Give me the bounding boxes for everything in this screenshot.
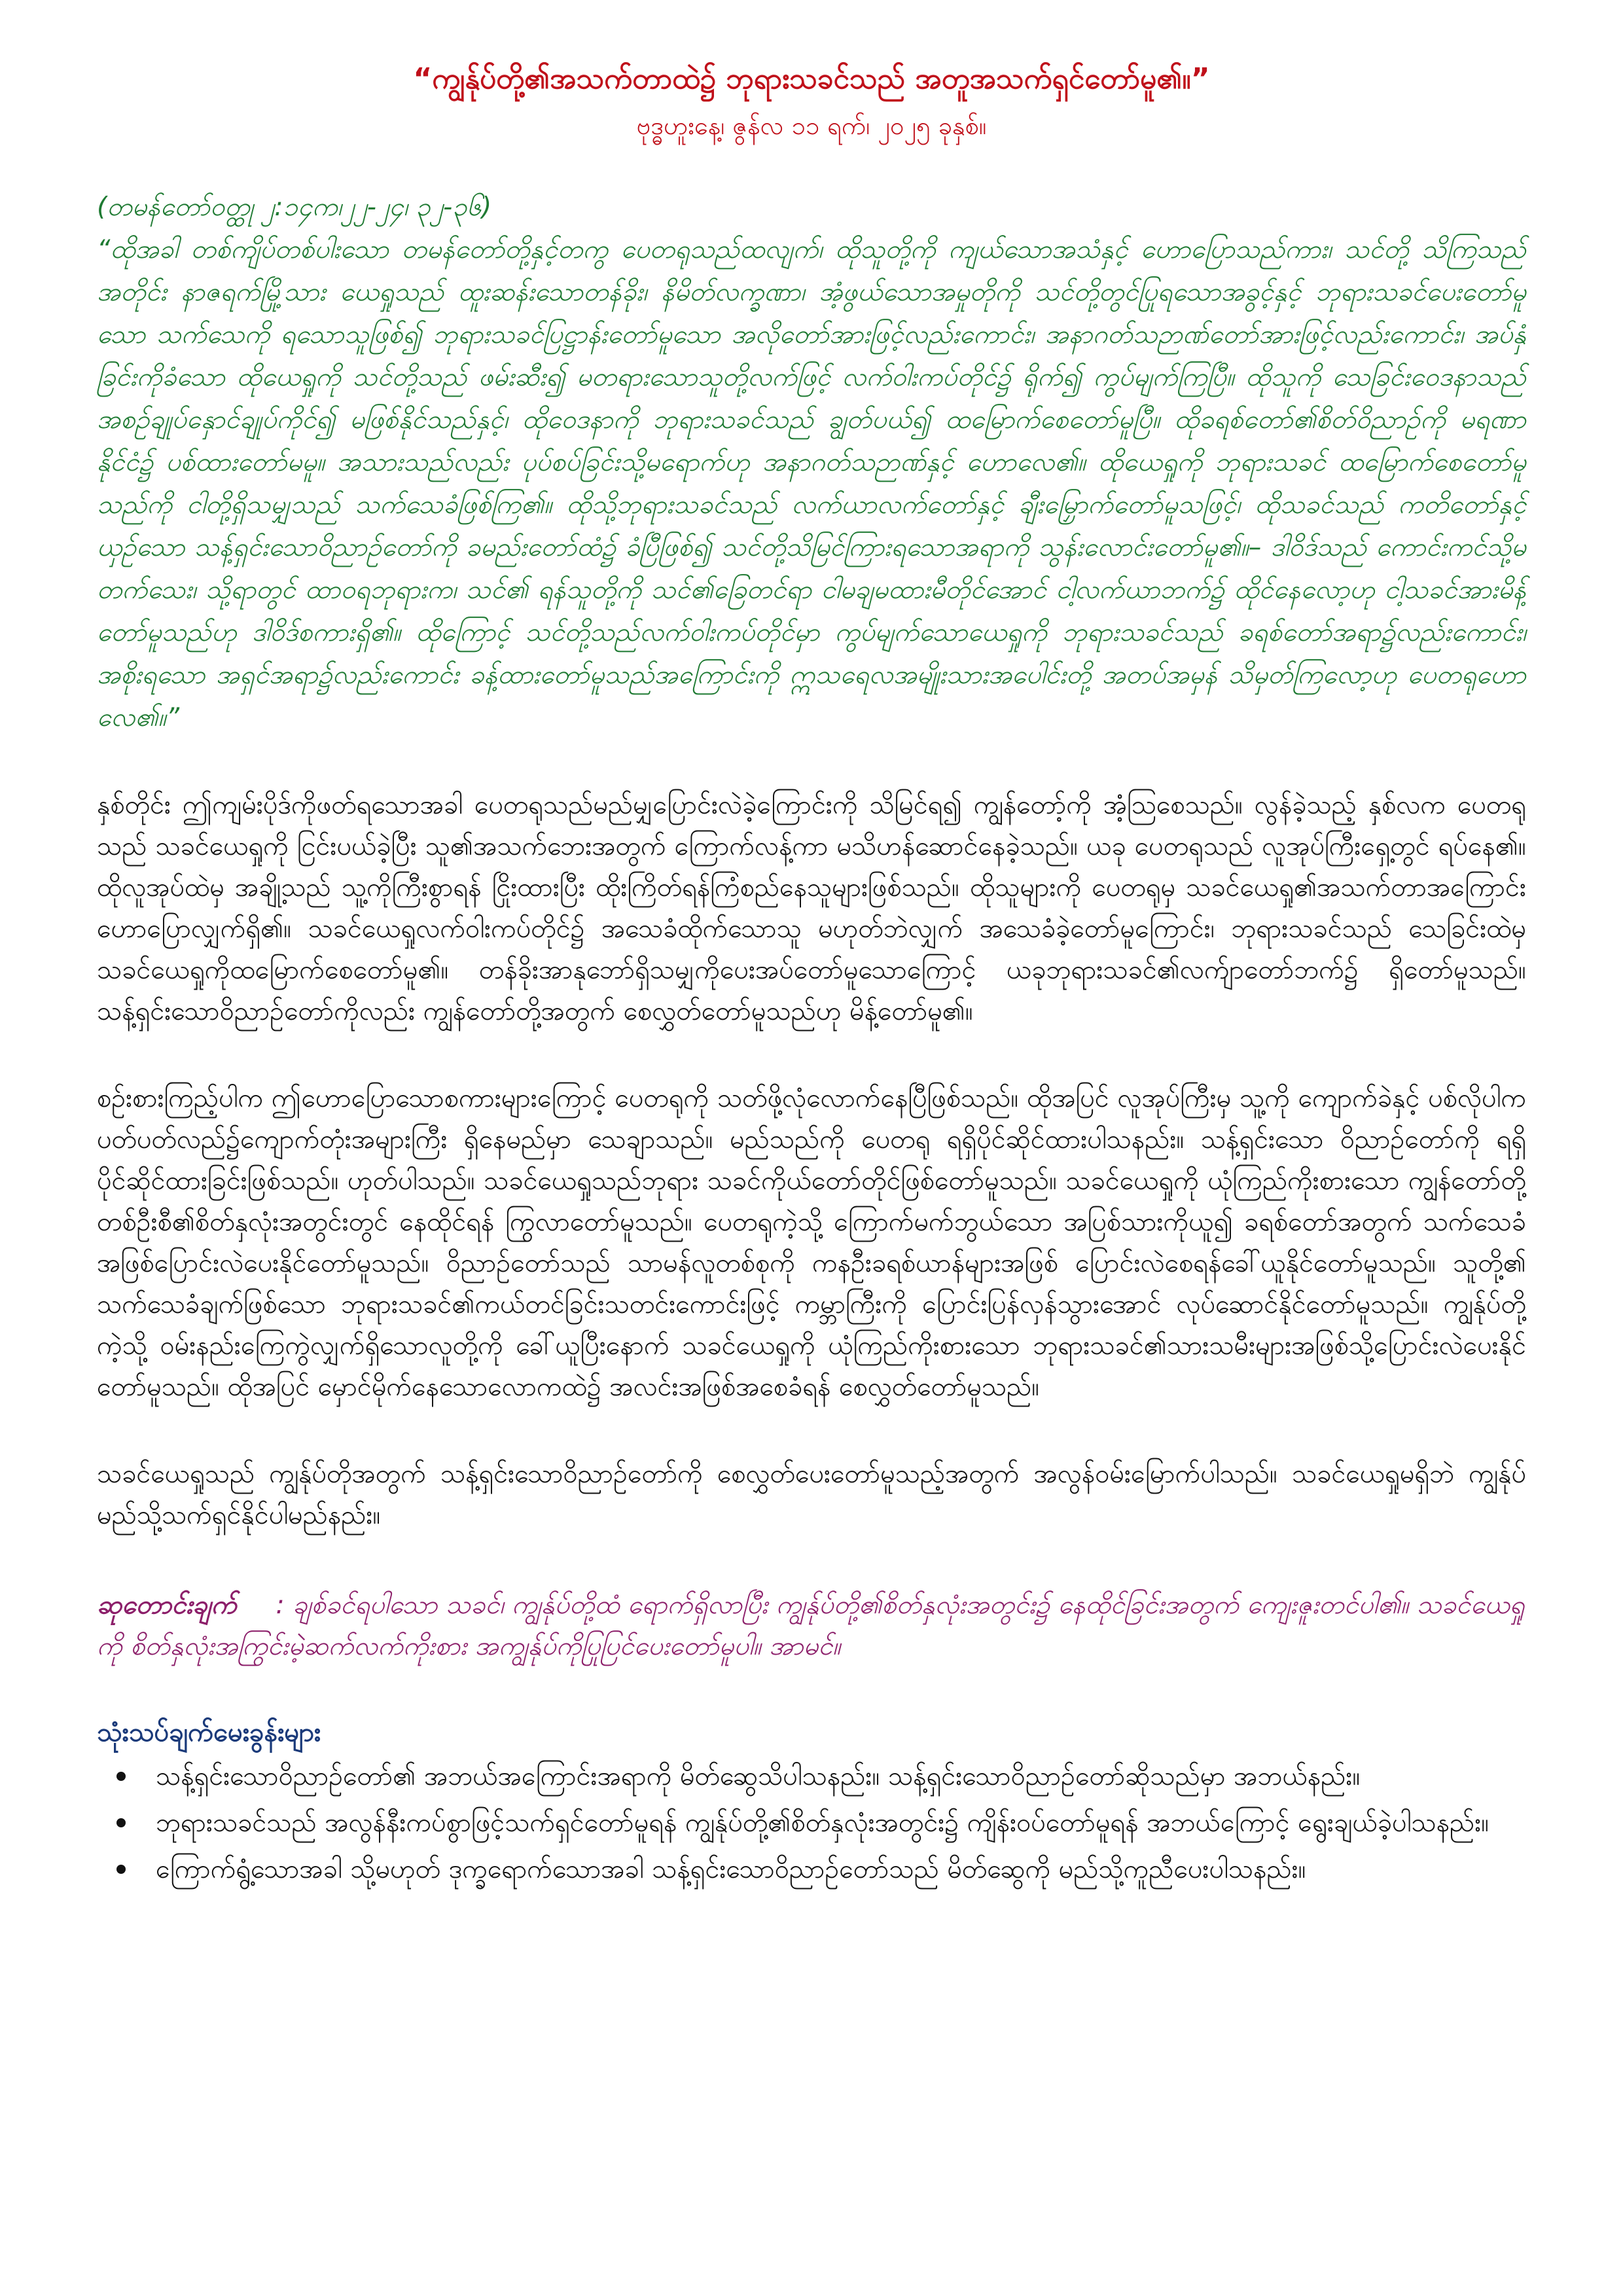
question-text: သန့်ရှင်းသောဝိညာဉ်တော်၏ အဘယ်အကြောင်းအရာကို မိတ်ဆွေသိပါသနည်း။ သန့်ရှင်းသောဝိညာဉ်တော်ဆိုသည်မှာ အဘယ်နည်း။	[156, 1761, 1361, 1791]
scripture-block	[97, 186, 1526, 739]
page-title: “ကျွန်ုပ်တို့၏အသက်တာထဲ၌ ဘုရားသခင်သည် အတူအသက်ရှင်တော်မူ၏။”	[413, 62, 1210, 96]
prayer-text: : ချစ်ခင်ရပါသော သခင်၊ ကျွန်ုပ်တို့ထံ ရောက်ရှိလာပြီး ကျွန်ုပ်တို့၏စိတ်နှလုံးအတွင်း၌ နေထိုင်ခြင်းအတွက် ကျေးဇူးတင်ပါ၏။ သခင်ယေရှုကို စိတ်နှလုံးအကြွင်းမဲ့ဆက်လက်ကိုးစား အကျွန်ုပ်ကိုပြုပြင်ပေးတော်မူပါ။ အာမင်။	[97, 1590, 1525, 1661]
bullet-icon	[116, 1818, 126, 1827]
reflection-paragraph-3: သခင်ယေရှုသည် ကျွန်ုပ်တိုအတွက် သန့်ရှင်းသောဝိညာဉ်တော်ကို စေလွှတ်ပေးတော်မူသည့်အတွက် အလွန်ဝမ်းမြောက်ပါသည်။ သခင်ယေရှုမရှိဘဲ ကျွန်ုပ်မည်သို့သက်ရှင်နိုင်ပါမည်နည်း။	[97, 1459, 1526, 1530]
reflection-paragraph-2: စဉ်းစားကြည့်ပါက ဤဟောပြောသောစကားများကြောင့် ပေတရုကို သတ်ဖို့လုံလောက်နေပြီဖြစ်သည်။ ထိုအပြင် လူအုပ်ကြီးမှ သူ့ကို ကျောက်ခဲနှင့် ပစ်လိုပါက ပတ်ပတ်လည်၌ကျောက်တုံးအများကြီး ရှိနေမည်မှာ သေချာသည်။ မည်သည်ကို ပေတရု ရရှိပိုင်ဆိုင်ထားပါသနည်း။ သန့်ရှင်းသော ဝိညာဉ်တော်ကို ရရှိပိုင်ဆိုင်ထားခြင်းဖြစ်သည်။ ဟုတ်ပါသည်။ သခင်ယေရှုသည်ဘုရား သခင်ကိုယ်တော်တိုင်ဖြစ်တော်မူသည်။ သခင်ယေရှုကို ယုံကြည်ကိုးစားသော ကျွန်တော်တို့တစ်ဦးစီ၏စိတ်နှလုံးအတွင်းတွင် နေထိုင်ရန် ကြွလာတော်မူသည်။ ပေတရုကဲ့သို့ ကြောက်မက်ဘွယ်သော အပြစ်သားကိုယူ၍ ခရစ်တော်အတွက် သက်သေခံအဖြစ်ပြောင်းလဲပေးနိုင်တော်မူသည်။ ဝိညာဉ်တော်သည် သာမန်လူတစ်စုကို ကနဦးခရစ်ယာန်များအဖြစ် ပြောင်းလဲစေရန်ခေါ်ယူနိုင်တော်မူသည်။ သူတို့၏ သက်သေခံချက်ဖြစ်သော ဘုရားသခင်၏ကယ်တင်ခြင်းသတင်းကောင်းဖြင့် ကမ္ဘာကြီးကို ပြောင်းပြန်လှန်သွားအောင် လုပ်ဆောင်နိုင်တော်မူသည်။ ကျွန်ုပ်တို့ကဲ့သို့ ဝမ်းနည်းကြေကွဲလျှက်ရှိသောလူတို့ကို ခေါ်ယူပြီးနောက် သခင်ယေရှုကို ယုံကြည်ကိုးစားသော ဘုရားသခင်၏သားသမီးများအဖြစ်သို့ပြောင်းလဲပေးနိုင်တော်မူသည်။ ထိုအပြင် မှောင်မိုက်နေသောလောကထဲ၌ အလင်းအဖြစ်အစေခံရန် စေလွှတ်တော်မူသည်။	[97, 1083, 1526, 1402]
scripture-reference: (တမန်တော်ဝတ္ထု ၂:၁၄က၊၂၂-၂၄၊ ၃၂-၃၆)	[97, 192, 492, 222]
scripture-text: “ထိုအခါ တစ်ကျိပ်တစ်ပါးသော တမန်တော်တို့နှင့်တကွ ပေတရုသည်ထလျက်၊ ထိုသူတို့ကို ကျယ်သောအသံနှင့် ဟောပြောသည်ကား၊ သင်တို့ သိကြသည်အတိုင်း နာဇရက်မြို့သား ယေရှုသည် ထူးဆန်းသောတန်ခိုး၊ နိမိတ်လက္ခဏာ၊ အံ့ဖွယ်သောအမှုတိုကို သင်တို့တွင်ပြုရသောအခွင့်နှင့် ဘုရားသခင်ပေးတော်မူသော သက်သေကို ရသောသူဖြစ်၍ ဘုရားသခင်ပြဋ္ဌာန်းတော်မူသော အလိုတော်အားဖြင့်လည်းကောင်း၊ အနာဂတ်သဉာဏ်တော်အားဖြင့်လည်းကောင်း၊ အပ်နှံခြင်းကိုခံသော ထိုယေရှုကို သင်တို့သည် ဖမ်းဆီး၍ မတရားသောသူတို့လက်ဖြင့် လက်ဝါးကပ်တိုင်၌ ရိုက်၍ ကွပ်မျက်ကြပြီ။ ထိုသူကို သေခြင်းဝေဒနာသည် အစဉ်ချုပ်နှောင်ချုပ်ကိုင်၍ မဖြစ်နိုင်သည်နှင့်၊ ထိုဝေဒနာကို ဘုရားသခင်သည် ချွတ်ပယ်၍ ထမြောက်စေတော်မူပြီ။ ထိုခရစ်တော်၏စိတ်ဝိညာဉ်ကို မရဏာနိုင်ငံ၌ ပစ်ထားတော်မမူ။ အသားသည်လည်း ပုပ်စပ်ခြင်းသို့မရောက်ဟု အနာဂတ်သဉာဏ်နှင့် ဟောလေ၏။ ထိုယေရှုကို ဘုရားသခင် ထမြောက်စေတော်မူသည်ကို ငါတို့ရှိသမျှသည် သက်သေခံဖြစ်ကြ၏။ ထိုသို့ဘုရားသခင်သည် လက်ယာလက်တော်နှင့် ချီးမြှောက်တော်မူသဖြင့်၊ ထိုသခင်သည် ကတိတော်နှင့် ယှဉ်သော သန့်ရှင်းသောဝိညာဉ်တော်ကို ခမည်းတော်ထံ၌ ခံပြီဖြစ်၍ သင်တို့သိမြင်ကြားရသောအရာကို သွန်းလောင်းတော်မူ၏။– ဒါဝိဒ်သည် ကောင်းကင်သို့မတက်သေး၊ သို့ရာတွင် ထာဝရဘုရားက၊ သင်၏ ရန်သူတို့ကို သင်၏ခြေတင်ရာ ငါမချမထားမီတိုင်အောင် ငါ့လက်ယာဘက်၌ ထိုင်နေလော့ဟု ငါ့သခင်အားမိန့်တော်မူသည်ဟု ဒါဝိဒ်စကားရှိ၏။ ထိုကြောင့် သင်တို့သည်လက်ဝါးကပ်တိုင်မှာ ကွပ်မျက်သောယေရှုကို ဘုရားသခင်သည် ခရစ်တော်အရာ၌လည်းကောင်း၊ အစိုးရသော အရှင်အရာ၌လည်းကောင်း ခန့်ထားတော်မူသည်အကြောင်းကို ဣသရေလအမျိုးသားအပေါင်းတို့ အတပ်အမှန် သိမှတ်ကြလော့ဟု ပေတရုဟောလေ၏။”	[97, 234, 1526, 732]
reflection-paragraph-1: နှစ်တိုင်း ဤကျမ်းပိုဒ်ကိုဖတ်ရသောအခါ ပေတရုသည်မည်မျှပြောင်းလဲခဲ့ကြောင်းကို သိမြင်ရ၍ ကျွန်တော့်ကို အံ့ဩစေသည်။ လွန်ခဲ့သည့် နှစ်လက ပေတရုသည် သခင်ယေရှုကို ငြင်းပယ်ခဲ့ပြီး သူ၏အသက်ဘေးအတွက် ကြောက်လန့်ကာ မသိဟန်ဆောင်နေခဲ့သည်။ ယခု ပေတရုသည် လူအုပ်ကြီးရှေ့တွင် ရပ်နေ၏။ ထိုလူအုပ်ထဲမှ အချို့သည် သူ့ကိုကြီးစွာရန် ငြိုးထားပြီး ထိုးကြိတ်ရန်ကြံစည်နေသူများဖြစ်သည်။ ထိုသူများကို ပေတရုမှ သခင်ယေရှု၏အသက်တာအကြောင်း ဟောပြောလျှက်ရှိ၏။ သခင်ယေရှုလက်ဝါးကပ်တိုင်၌ အသေခံထိုက်သောသူ မဟုတ်ဘဲလျှက် အသေခံခဲ့တော်မူကြောင်း၊ ဘုရားသခင်သည် သေခြင်းထဲမှ သခင်ယေရှုကိုထမြောက်စေတော်မူ၏။ တန်ခိုးအာနုဘော်ရှိသမျှကိုပေးအပ်တော်မူသောကြောင့် ယခုဘုရားသခင်၏လက်ျာတော်ဘက်၌ ရှိတော်မူသည်။ သန့်ရှင်းသောဝိညာဉ်တော်ကိုလည်း ကျွန်တော်တို့အတွက် စေလွှတ်တော်မူသည်ဟု မိန့်တော်မူ၏။	[97, 790, 1526, 1026]
bullet-icon	[116, 1865, 126, 1874]
question-text: ဘုရားသခင်သည် အလွန်နီးကပ်စွာဖြင့်သက်ရှင်တော်မူရန် ကျွန်ုပ်တို့၏စိတ်နှလုံးအတွင်း၌ ကျိန်းဝပ်တော်မူရန် အဘယ်ကြောင့် ရွေးချယ်ခဲ့ပါသနည်း။	[156, 1808, 1489, 1838]
question-text: ကြောက်ရွံ့သောအခါ သို့မဟုတ် ဒုက္ခရောက်သောအခါ သန့်ရှင်းသောဝိညာဉ်တော်သည် မိတ်ဆွေကို မည်သို့ကူညီပေးပါသနည်း။	[156, 1854, 1306, 1884]
page-date: ဗုဒ္ဓဟူးနေ့၊ ဇွန်လ ၁၁ ရက်၊ ၂၀၂၅ ခုနှစ်။	[636, 111, 987, 140]
list-item	[156, 1849, 1526, 1890]
list-item	[156, 1756, 1526, 1797]
bullet-icon	[116, 1772, 126, 1781]
prayer-label: ဆုတောင်းချက်	[97, 1590, 237, 1620]
questions-list	[97, 1756, 1526, 1890]
questions-heading: သုံးသပ်ချက်မေးခွန်းများ	[97, 1717, 321, 1748]
list-item	[156, 1803, 1526, 1844]
prayer-block	[97, 1585, 1526, 1667]
